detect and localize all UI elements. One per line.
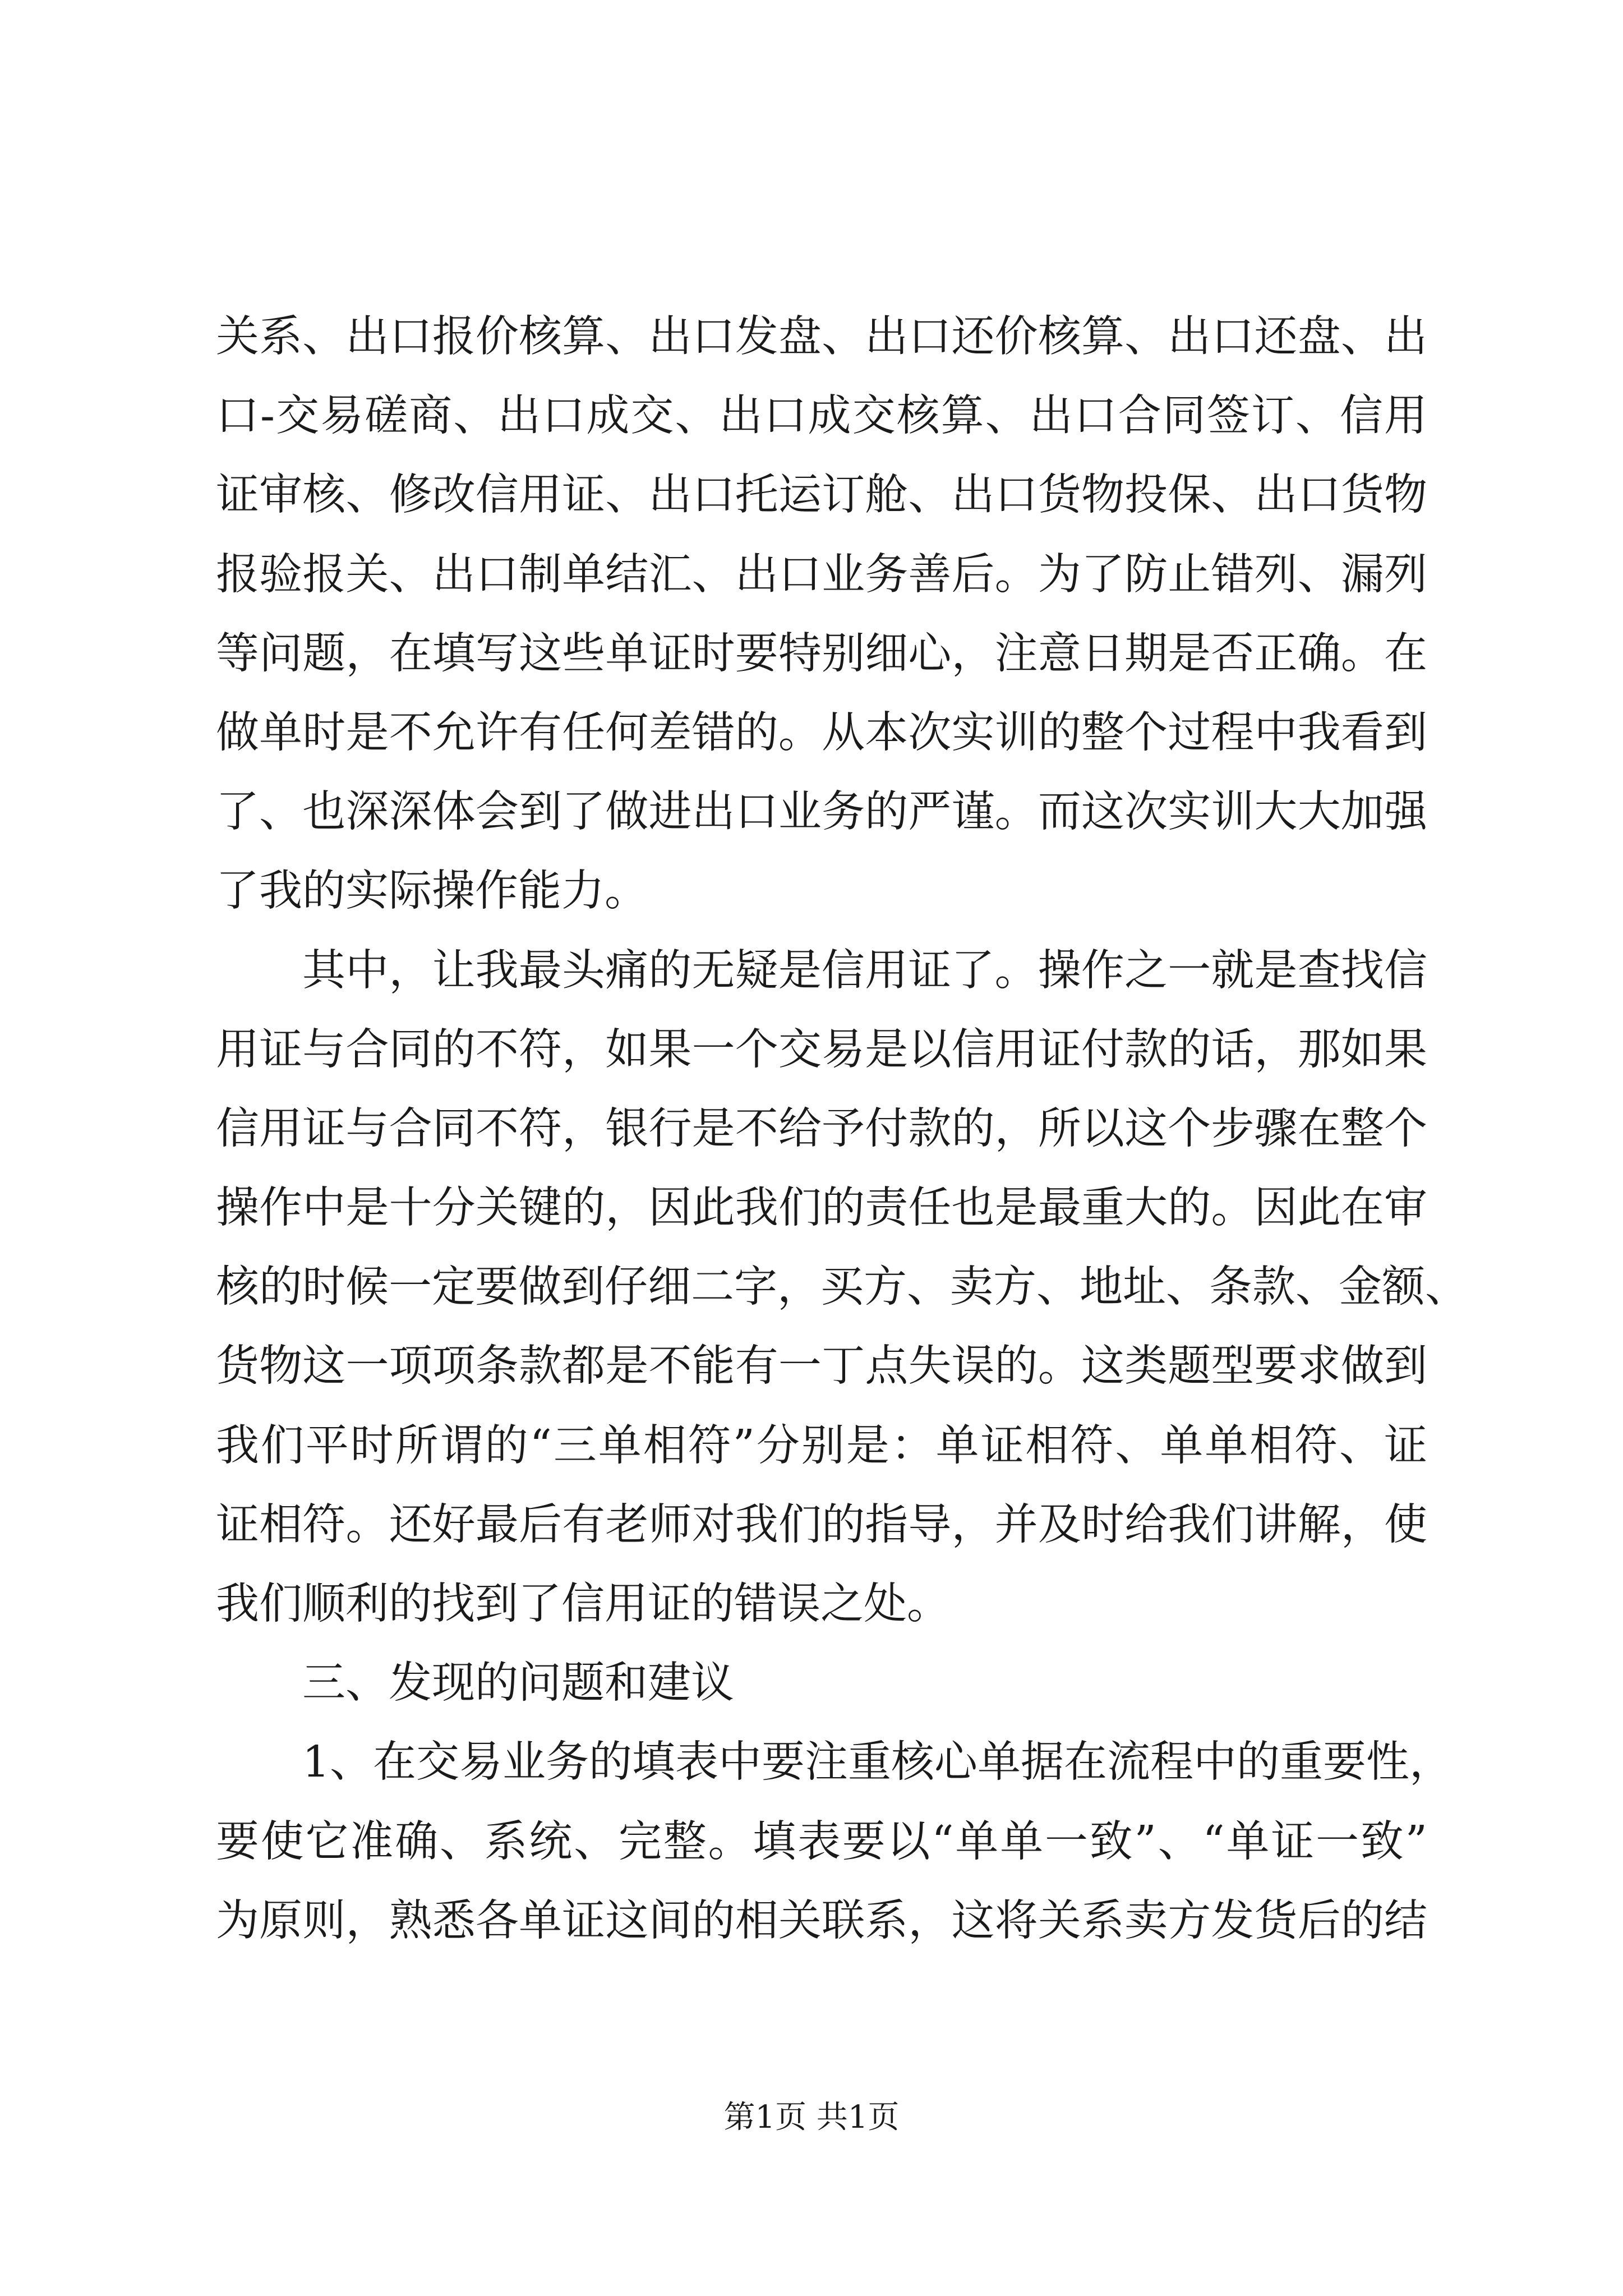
text-line: 做单时是不允许有任何差错的。从本次实训的整个过程中我看到: [216, 707, 1427, 758]
text-line: 证相符。还好最后有老师对我们的指导，并及时给我们讲解，使: [216, 1499, 1427, 1550]
text-line: 我们平时所谓的“三单相符”分别是：单证相符、单单相符、证: [216, 1420, 1427, 1471]
body-text: [216, 297, 1468, 1961]
text-line: 口-交易磋商、出口成交、出口成交核算、出口合同签订、信用: [216, 391, 1427, 441]
text-line: 为原则，熟悉各单证这间的相关联系，这将关系卖方发货后的结: [216, 1895, 1427, 1946]
text-line: 信用证与合同不符，银行是不给予付款的，所以这个步骤在整个: [216, 1103, 1427, 1154]
text-line: 关系、出口报价核算、出口发盘、出口还价核算、出口还盘、出: [216, 312, 1427, 362]
text-line: 我们顺利的找到了信用证的错误之处。: [216, 1579, 950, 1629]
text-line: 操作中是十分关键的，因此我们的责任也是最重大的。因此在审: [216, 1183, 1427, 1234]
text-line: 了、也深深体会到了做进出口业务的严谨。而这次实训大大加强: [216, 787, 1427, 838]
text-line: 证审核、修改信用证、出口托运订舱、出口货物投保、出口货物: [216, 470, 1427, 521]
text-line: 要使它准确、系统、完整。填表要以“单单一致”、“单证一致”: [216, 1816, 1427, 1867]
paragraph-first-line: 1、在交易业务的填表中要注重核心单据在流程中的重要性，: [302, 1737, 1453, 1788]
text-line: 货物这一项项条款都是不能有一丁点失误的。这类题型要求做到: [216, 1341, 1427, 1392]
page-number-footer: 第1页 共1页: [723, 2099, 900, 2136]
text-line: 了我的实际操作能力。: [216, 866, 648, 917]
text-line: 核的时候一定要做到仔细二字，买方、卖方、地址、条款、金额、: [216, 1262, 1468, 1313]
section-heading: 三、发现的问题和建议: [302, 1658, 734, 1709]
paragraph-first-line: 其中，让我最头痛的无疑是信用证了。操作之一就是查找信: [302, 945, 1427, 996]
text-line: 等问题，在填写这些单证时要特别细心，注意日期是否正确。在: [216, 628, 1427, 679]
text-line: 报验报关、出口制单结汇、出口业务善后。为了防止错列、漏列: [216, 549, 1427, 600]
text-line: 用证与合同的不符，如果一个交易是以信用证付款的话，那如果: [216, 1024, 1427, 1075]
